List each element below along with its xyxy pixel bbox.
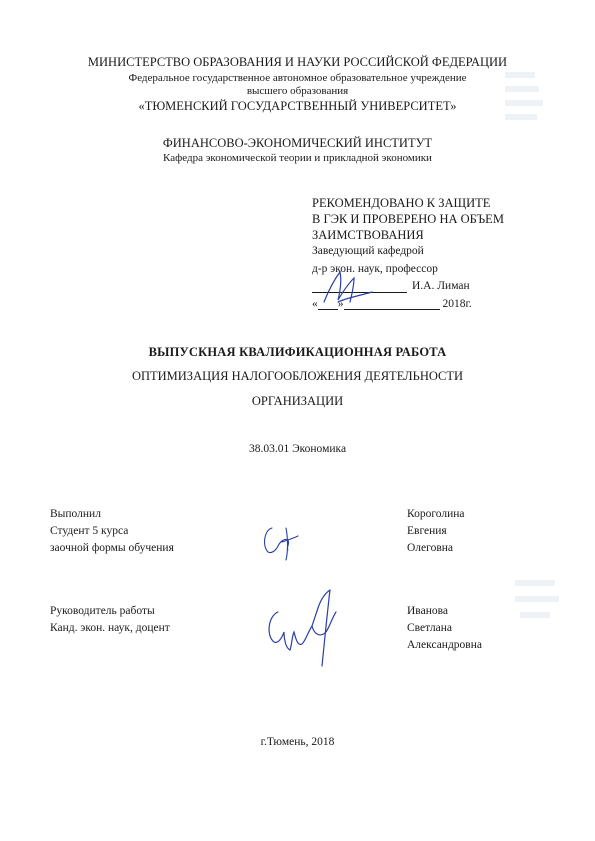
head-name: И.А. Лиман xyxy=(412,280,470,292)
student-patronymic: Олеговна xyxy=(407,542,454,554)
department-name: Кафедра экономической теории и прикладной экономики xyxy=(163,152,432,164)
supervisor-patronymic: Александровна xyxy=(407,639,482,651)
student-surname: Короголина xyxy=(407,508,465,520)
student-label-line3: заочной формы обучения xyxy=(50,542,174,554)
approval-degree: д-р экон. наук, профессор xyxy=(312,263,438,275)
head-signature xyxy=(318,262,378,314)
student-label-line1: Выполнил xyxy=(50,508,101,520)
city-year: г.Тюмень, 2018 xyxy=(260,736,335,748)
supervisor-label-line2: Канд. экон. наук, доцент xyxy=(50,622,170,634)
university-name: «ТЮМЕНСКИЙ ГОСУДАРСТВЕННЫЙ УНИВЕРСИТЕТ» xyxy=(138,99,457,113)
supervisor-surname: Иванова xyxy=(407,605,448,617)
student-signature xyxy=(258,520,302,562)
bleed-through-mark xyxy=(515,596,559,602)
bleed-through-mark xyxy=(505,114,537,120)
approval-line3: ЗАИМСТВОВАНИЯ xyxy=(312,228,424,242)
specialty: 38.03.01 Экономика xyxy=(248,443,347,455)
date-year: 2018г. xyxy=(442,298,472,310)
approval-role: Заведующий кафедрой xyxy=(312,245,424,257)
institute-name: ФИНАНСОВО-ЭКОНОМИЧЕСКИЙ ИНСТИТУТ xyxy=(162,136,433,150)
date-open-quote: « xyxy=(312,298,318,310)
institution-type-line1: Федеральное государственное автономное образовательное учреждение xyxy=(128,72,467,84)
ministry-name: МИНИСТЕРСТВО ОБРАЗОВАНИЯ И НАУКИ РОССИЙСКОЙ ФЕДЕРАЦИИ xyxy=(87,55,508,69)
approval-line2: В ГЭК И ПРОВЕРЕНО НА ОБЪЕМ xyxy=(312,212,504,226)
work-title-line2: ОРГАНИЗАЦИИ xyxy=(251,394,344,408)
work-type: ВЫПУСКНАЯ КВАЛИФИКАЦИОННАЯ РАБОТА xyxy=(148,345,447,359)
supervisor-name: Светлана xyxy=(407,622,452,634)
bleed-through-mark xyxy=(515,580,555,586)
supervisor-label-line1: Руководитель работы xyxy=(50,605,155,617)
institution-type-line2: высшего образования xyxy=(246,85,349,97)
date-close-quote: » xyxy=(337,298,344,310)
work-title-line1: ОПТИМИЗАЦИЯ НАЛОГООБЛОЖЕНИЯ ДЕЯТЕЛЬНОСТИ xyxy=(131,369,464,383)
supervisor-signature xyxy=(260,578,350,670)
bleed-through-mark xyxy=(520,612,550,618)
student-name: Евгения xyxy=(407,525,447,537)
student-label-line2: Студент 5 курса xyxy=(50,525,129,537)
approval-line1: РЕКОМЕНДОВАНО К ЗАЩИТЕ xyxy=(312,196,491,210)
